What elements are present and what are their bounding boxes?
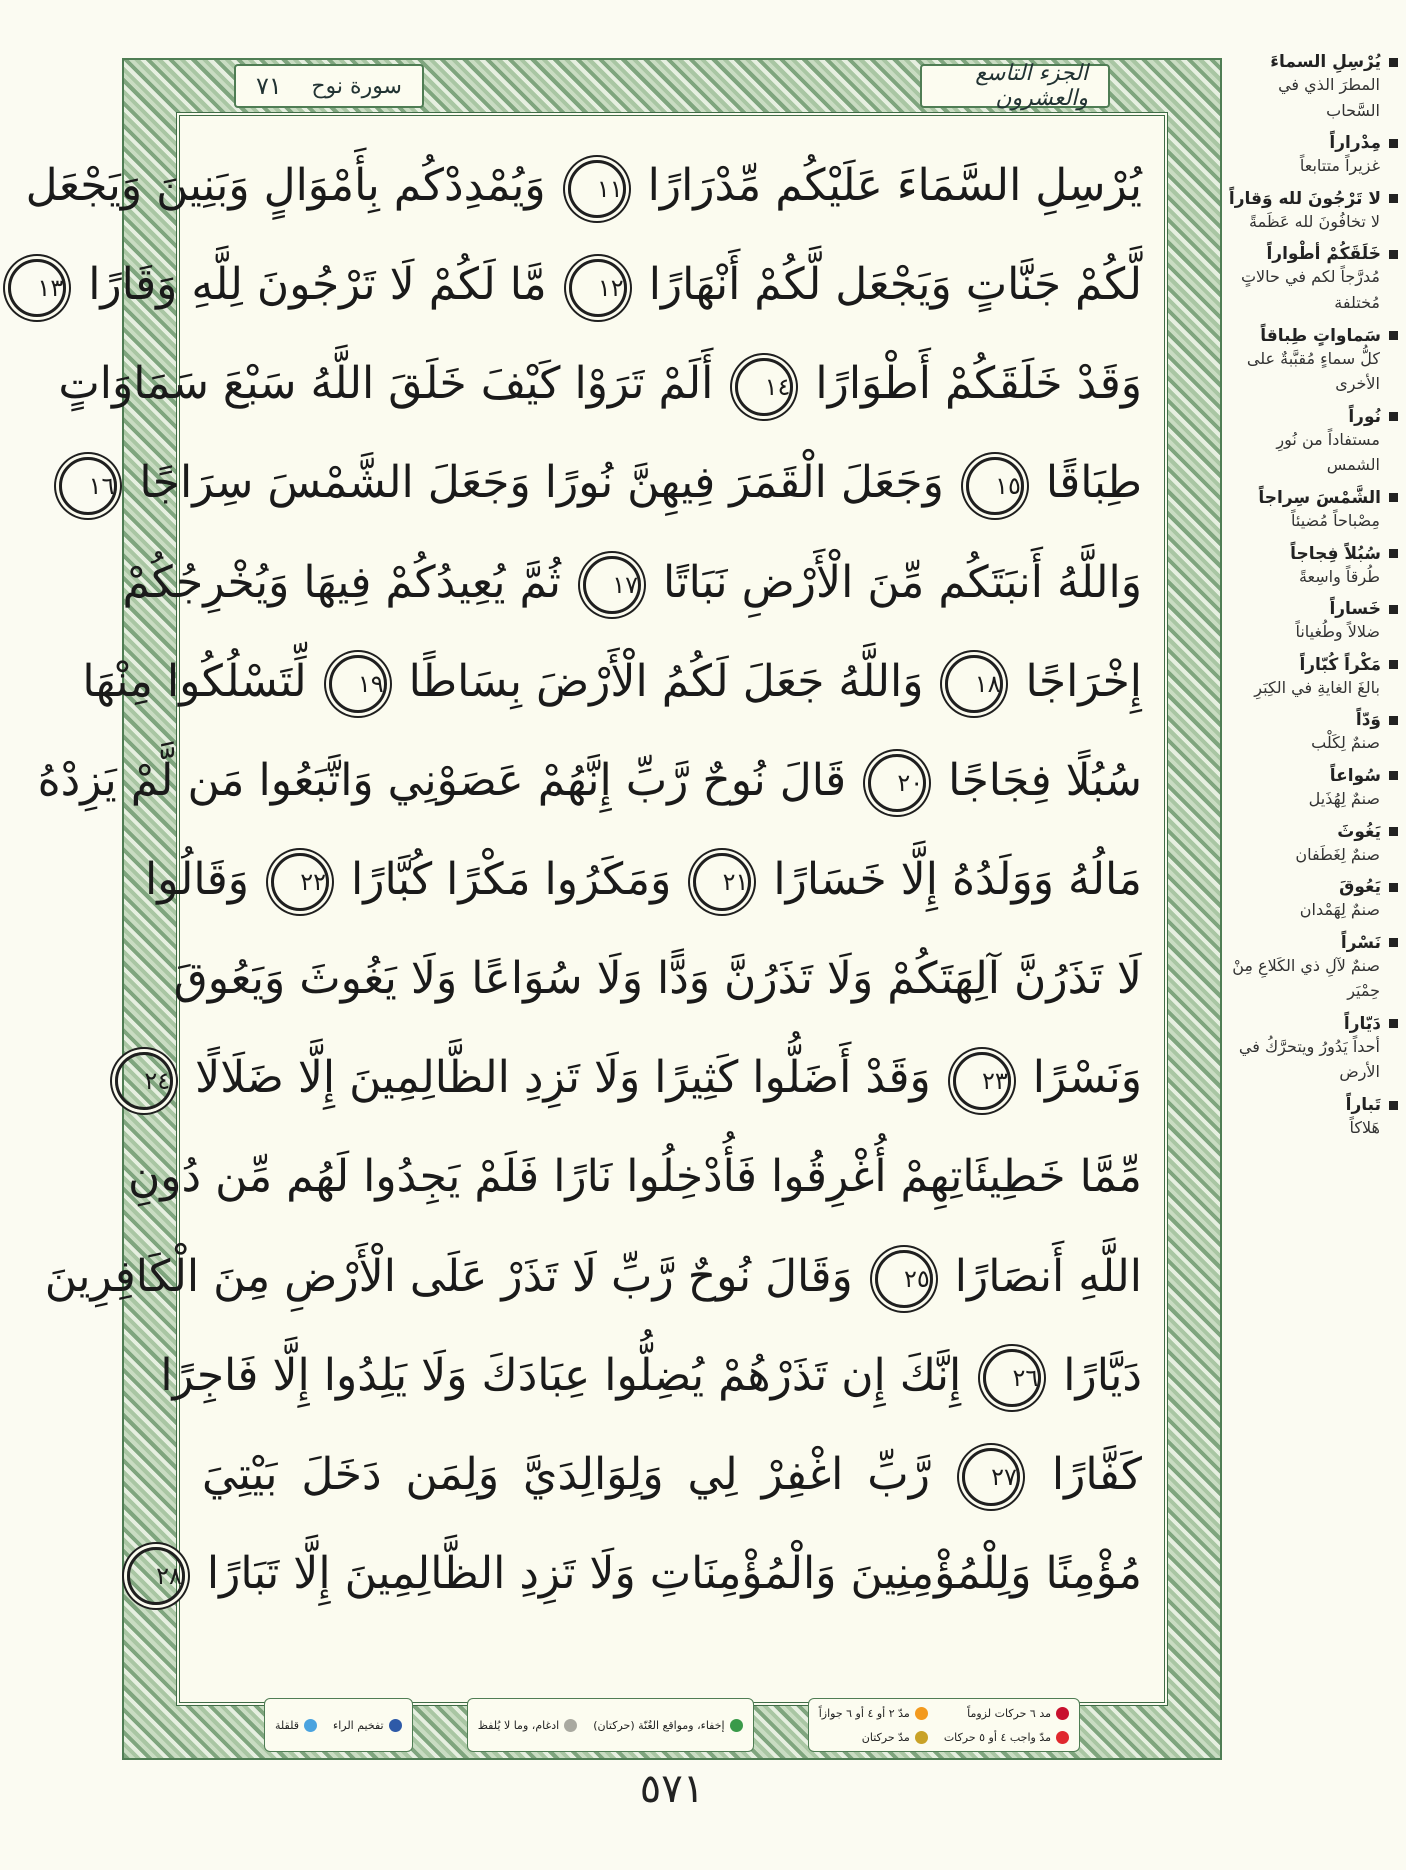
verse-text: وَاللَّهُ أَنبَتَكُم مِّنَ الْأَرْضِ نَبَاتًا bbox=[663, 556, 1142, 608]
verse-line bbox=[173, 933, 1142, 1025]
verse-text: مِّمَّا خَطِيئَاتِهِمْ أُغْرِقُوا فَأُدْخِلُوا نَارًا فَلَمْ يَجِدُوا لَهُم مِّن دُونِ bbox=[127, 1151, 1142, 1203]
legend-label: مدّ حركتان bbox=[861, 1730, 910, 1744]
verse-text: وَقَدْ أَضَلُّوا كَثِيرًا وَلَا تَزِدِ الظَّالِمِينَ إِلَّا ضَلَالًا bbox=[195, 1052, 931, 1104]
glossary-word-text: سُواعاً bbox=[1329, 765, 1381, 786]
text-area bbox=[25, 112, 1168, 1706]
glossary-entry bbox=[1228, 877, 1398, 923]
mushaf-page-frame bbox=[25, 58, 1222, 1760]
glossary-meaning: مِصْباحاً مُضيئاً bbox=[1291, 510, 1380, 530]
surah-number: ٧١ bbox=[256, 72, 282, 100]
glossary-sidebar bbox=[1228, 52, 1398, 1852]
glossary-meaning: المطرَ الذي في السَّحاب bbox=[1278, 75, 1380, 120]
glossary-entry bbox=[1228, 326, 1398, 397]
verse-text: رَّبِّ اغْفِرْ لِي وَلِوَالِدَيَّ وَلِمَن دَخَلَ بَيْتِيَ bbox=[202, 1448, 930, 1500]
verse-text: اللَّهِ أَنصَارًا bbox=[954, 1250, 1142, 1302]
ayah-number-marker: ٢٨ bbox=[127, 1547, 185, 1605]
glossary-meaning: غزيراً متتابعاً bbox=[1299, 156, 1380, 176]
glossary-word-text: الشَّمْسَ سِراجاً bbox=[1258, 487, 1381, 508]
ayah-number-marker: ٢٠ bbox=[868, 754, 926, 812]
verse-text: قَالَ نُوحٌ رَّبِّ إِنَّهُمْ عَصَوْنِي وَاتَّبَعُوا مَن لَّمْ يَزِدْهُ bbox=[37, 754, 847, 806]
verse-text: لَّكُمْ جَنَّاتٍ وَيَجْعَل لَّكُمْ أَنْهَارًا bbox=[648, 259, 1142, 311]
glossary-word bbox=[1228, 710, 1398, 730]
ayah-number-marker: ٢١ bbox=[693, 853, 751, 911]
glossary-word-text: لا تَرْجُونَ لله وَقاراً bbox=[1228, 188, 1381, 209]
glossary-entry bbox=[1228, 244, 1398, 315]
legend-color-dot-icon bbox=[1056, 1731, 1069, 1744]
glossary-word bbox=[1228, 877, 1398, 897]
glossary-word bbox=[1228, 766, 1398, 786]
glossary-meaning: ضلالاً وطُغياناً bbox=[1295, 622, 1380, 642]
legend-item bbox=[819, 1727, 928, 1747]
legend-item bbox=[819, 1703, 928, 1723]
verse-line bbox=[44, 1231, 1142, 1323]
ayah-number-marker: ٢٤ bbox=[115, 1052, 173, 1110]
legend-color-dot-icon bbox=[1056, 1707, 1069, 1720]
legend-item bbox=[333, 1703, 402, 1747]
juz-title-box bbox=[920, 61, 1110, 111]
glossary-word-text: سَماواتٍ طِباقاً bbox=[1260, 325, 1381, 346]
glossary-word-text: خَساراً bbox=[1329, 599, 1381, 620]
ayah-number-marker: ١٣ bbox=[8, 259, 66, 317]
tajweed-legend bbox=[264, 1698, 1080, 1752]
glossary-word bbox=[1228, 1095, 1398, 1115]
glossary-word-text: مَكْراً كُبّاراً bbox=[1299, 654, 1381, 675]
glossary-word-text: يُرْسِلِ السماءَ bbox=[1270, 52, 1381, 72]
glossary-word bbox=[1228, 655, 1398, 675]
glossary-entry bbox=[1228, 655, 1398, 701]
verse-text: لَا تَذَرُنَّ آلِهَتَكُمْ وَلَا تَذَرُنَّ وَدًّا وَلَا سُوَاعًا وَلَا يَغُوثَ وَيَعُوقَ bbox=[173, 953, 1142, 1005]
glossary-word bbox=[1228, 544, 1398, 564]
glossary-entry bbox=[1228, 544, 1398, 590]
verse-line bbox=[144, 1032, 1142, 1124]
verse-line bbox=[156, 1528, 1142, 1620]
ayah-number-marker: ١٦ bbox=[59, 457, 117, 515]
glossary-word-text: يَغُوثَ bbox=[1337, 821, 1381, 842]
glossary-word bbox=[1228, 822, 1398, 842]
glossary-meaning: مستفاداً من نُورِ الشمس bbox=[1276, 429, 1380, 475]
glossary-word-text: تَباراً bbox=[1345, 1095, 1381, 1116]
verse-lines bbox=[25, 140, 1142, 1620]
verse-text: وَقَالُوا bbox=[144, 853, 250, 905]
legend-label: تفخيم الراء bbox=[333, 1718, 384, 1732]
glossary-word-text: مِدْراراً bbox=[1329, 133, 1381, 154]
verse-text: سُبُلًا فِجَاجًا bbox=[948, 754, 1142, 806]
glossary-word-text: دَيّاراً bbox=[1343, 1013, 1381, 1034]
verse-text: مَّا لَكُمْ لَا تَرْجُونَ لِلَّهِ وَقَارًا bbox=[88, 259, 547, 311]
glossary-entry bbox=[1228, 822, 1398, 868]
glossary-word bbox=[1228, 933, 1398, 953]
verse-line bbox=[37, 239, 1142, 331]
ayah-number-marker: ١١ bbox=[568, 160, 626, 218]
glossary-word bbox=[1228, 1014, 1398, 1034]
legend-box-madd bbox=[808, 1698, 1080, 1752]
legend-item bbox=[275, 1703, 317, 1747]
ayah-number-marker: ٢٣ bbox=[953, 1052, 1011, 1110]
verse-line bbox=[88, 437, 1142, 529]
glossary-entry bbox=[1228, 189, 1398, 235]
legend-color-dot-icon bbox=[564, 1719, 577, 1732]
legend-label: مدّ ٢ أو ٤ أو ٦ جوازاً bbox=[818, 1706, 910, 1720]
verse-line bbox=[160, 1330, 1142, 1422]
glossary-meaning: صنمٌ لآلِ ذي الكَلاعِ مِنْ حِمْيَر bbox=[1232, 955, 1380, 1001]
verse-text: وَمَكَرُوا مَكْرًا كُبَّارًا bbox=[351, 853, 672, 905]
verse-text: دَيَّارًا bbox=[1063, 1349, 1142, 1401]
verse-line bbox=[122, 537, 1142, 629]
verse-text: وَجَعَلَ الْقَمَرَ فِيهِنَّ نُورًا وَجَعَلَ الشَّمْسَ سِرَاجًا bbox=[139, 457, 944, 509]
page-number: ٥٧١ bbox=[639, 1766, 705, 1812]
glossary-word-text: سُبُلاً فِجاجاً bbox=[1290, 543, 1381, 564]
glossary-word bbox=[1228, 52, 1398, 72]
verse-text: يُرْسِلِ السَّمَاءَ عَلَيْكُم مِّدْرَارًا bbox=[647, 160, 1142, 211]
glossary-entry bbox=[1228, 407, 1398, 478]
ayah-number-marker: ١٨ bbox=[945, 655, 1003, 713]
glossary-meaning: صنمٌ لِغَطَفان bbox=[1295, 844, 1380, 864]
verse-line bbox=[127, 1131, 1142, 1223]
glossary-meaning: مُدرَّجاً لكم في حالاتٍ مُختلفة bbox=[1240, 267, 1380, 312]
glossary-word-text: وَدّاً bbox=[1355, 710, 1381, 731]
glossary-entry bbox=[1228, 710, 1398, 756]
legend-item bbox=[478, 1703, 577, 1747]
glossary-entry bbox=[1228, 1095, 1398, 1141]
ayah-number-marker: ١٤ bbox=[735, 358, 793, 416]
legend-label: ادغام، وما لا يُلفظ bbox=[477, 1718, 560, 1732]
glossary-word-text: يَعُوقَ bbox=[1339, 877, 1381, 898]
legend-box-ikhfa bbox=[467, 1698, 754, 1752]
verse-line bbox=[58, 338, 1142, 430]
verse-text: لِّتَسْلُكُوا مِنْهَا bbox=[82, 655, 307, 707]
legend-color-dot-icon bbox=[915, 1707, 928, 1720]
glossary-meaning: صنمٌ لِهُذَيل bbox=[1308, 788, 1380, 808]
verse-text: وَيُمْدِدْكُم بِأَمْوَالٍ وَبَنِينَ وَيَجْعَل bbox=[25, 160, 546, 211]
verse-text: مُؤْمِنًا وَلِلْمُؤْمِنِينَ وَالْمُؤْمِنَاتِ وَلَا تَزِدِ الظَّالِمِينَ إِلَّا تَبَارًا bbox=[206, 1547, 1142, 1599]
ayah-number-marker: ١٢ bbox=[569, 259, 627, 317]
verse-text: طِبَاقًا bbox=[1045, 457, 1142, 509]
verse-text: مَالُهُ وَوَلَدُهُ إِلَّا خَسَارًا bbox=[773, 853, 1142, 905]
verse-text: ثُمَّ يُعِيدُكُمْ فِيهَا وَيُخْرِجُكُمْ bbox=[122, 556, 561, 608]
glossary-meaning: بالغَ الغايةِ في الكِبَرِ bbox=[1254, 677, 1380, 697]
verse-text: إِنَّكَ إِن تَذَرْهُمْ يُضِلُّوا عِبَادَكَ وَلَا يَلِدُوا إِلَّا فَاجِرًا bbox=[160, 1349, 962, 1401]
glossary-word-text: نَسْراً bbox=[1340, 932, 1381, 953]
glossary-entry bbox=[1228, 1014, 1398, 1085]
glossary-entry bbox=[1228, 52, 1398, 123]
legend-item bbox=[944, 1703, 1069, 1723]
glossary-word bbox=[1228, 488, 1398, 508]
glossary-word bbox=[1228, 326, 1398, 346]
verse-text: وَاللَّهُ جَعَلَ لَكُمُ الْأَرْضَ بِسَاطًا bbox=[408, 655, 924, 707]
legend-item bbox=[593, 1703, 742, 1747]
surah-title: سورة نوح bbox=[311, 73, 402, 99]
glossary-word bbox=[1228, 133, 1398, 153]
verse-text: إِخْرَاجًا bbox=[1025, 655, 1142, 707]
glossary-entry bbox=[1228, 933, 1398, 1004]
glossary-meaning: هَلاكاً bbox=[1349, 1118, 1380, 1138]
glossary-word-text: خَلَقَكُمْ أطْواراً bbox=[1266, 244, 1381, 265]
legend-color-dot-icon bbox=[304, 1719, 317, 1732]
ayah-number-marker: ٢٦ bbox=[983, 1349, 1041, 1407]
legend-label: قلقلة bbox=[275, 1718, 300, 1732]
glossary-meaning: طُرقاً واسِعةً bbox=[1298, 566, 1380, 586]
legend-label: إخفاء، ومواقع الغُنّة (حركتان) bbox=[593, 1718, 725, 1732]
ayah-number-marker: ١٥ bbox=[966, 457, 1024, 515]
legend-color-dot-icon bbox=[915, 1731, 928, 1744]
legend-color-dot-icon bbox=[730, 1719, 743, 1732]
glossary-entry bbox=[1228, 133, 1398, 179]
glossary-word-text: نُوراً bbox=[1348, 406, 1381, 427]
verse-line bbox=[82, 636, 1142, 728]
juz-title: الجزء التاسع والعشرون bbox=[975, 61, 1088, 111]
verse-text: وَقَدْ خَلَقَكُمْ أَطْوَارًا bbox=[815, 358, 1142, 410]
glossary-meaning: صنمٌ لِهَمْدان bbox=[1299, 900, 1380, 920]
legend-color-dot-icon bbox=[389, 1719, 402, 1732]
ayah-number-marker: ٢٧ bbox=[962, 1448, 1020, 1506]
glossary-entry bbox=[1228, 488, 1398, 534]
ayah-number-marker: ١٧ bbox=[583, 556, 641, 614]
verse-text: أَلَمْ تَرَوْا كَيْفَ خَلَقَ اللَّهُ سَبْعَ سَمَاوَاتٍ bbox=[58, 358, 714, 410]
glossary-meaning: أحداً يَدُورُ ويتحرَّكُ في الأرض bbox=[1238, 1036, 1380, 1082]
surah-title-box bbox=[234, 64, 424, 108]
verse-line bbox=[202, 1429, 1142, 1521]
glossary-entry bbox=[1228, 599, 1398, 645]
legend-item bbox=[944, 1727, 1069, 1747]
glossary-word bbox=[1228, 244, 1398, 264]
glossary-entry bbox=[1228, 766, 1398, 812]
legend-box-tafkhim bbox=[264, 1698, 413, 1752]
ayah-number-marker: ٢٢ bbox=[271, 853, 329, 911]
verse-line bbox=[25, 140, 1142, 232]
verse-text: وَنَسْرًا bbox=[1032, 1052, 1142, 1104]
ayah-number-marker: ١٩ bbox=[329, 655, 387, 713]
glossary-word bbox=[1228, 189, 1398, 209]
page-header bbox=[234, 58, 1110, 114]
glossary-meaning: صنمٌ لِكَلْب bbox=[1311, 733, 1380, 753]
legend-label: مد ٦ حركات لزوماً bbox=[967, 1706, 1051, 1720]
verse-line bbox=[144, 834, 1142, 926]
glossary-word bbox=[1228, 407, 1398, 427]
verse-text: كَفَّارًا bbox=[1051, 1448, 1142, 1500]
glossary-meaning: كلُّ سماءٍ مُقبَّبةٌ على الأخرى bbox=[1246, 348, 1380, 394]
verse-line bbox=[37, 735, 1142, 827]
legend-label: مدّ واجب ٤ أو ٥ حركات bbox=[943, 1730, 1051, 1744]
verse-text: وَقَالَ نُوحٌ رَّبِّ لَا تَذَرْ عَلَى الْأَرْضِ مِنَ الْكَافِرِينَ bbox=[44, 1250, 853, 1302]
glossary-meaning: لا تخافُونَ لله عَظَمةً bbox=[1249, 211, 1380, 231]
ayah-number-marker: ٢٥ bbox=[875, 1250, 933, 1308]
glossary-word bbox=[1228, 599, 1398, 619]
